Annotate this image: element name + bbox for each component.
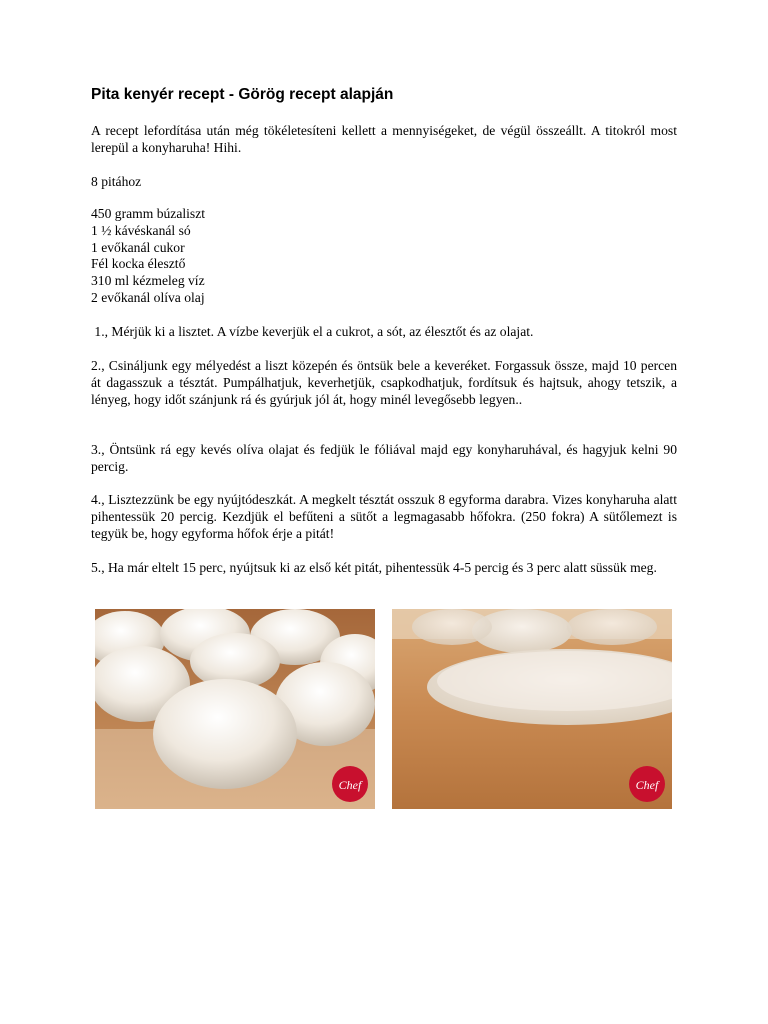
- step-5: 5., Ha már eltelt 15 perc, nyújtsuk ki az első két pitát, pihentessük 4-5 percig és 3 perc alatt süssük meg.: [91, 560, 657, 575]
- ingredient-item: 1 ½ kávéskanál só: [91, 222, 191, 238]
- ingredient-item: 450 gramm búzaliszt: [91, 206, 206, 221]
- intro-paragraph: A recept lefordítása után még tökéletesíteni kellett a mennyiségeket, de végül összeállt. A titokról most lerepül a konyharuha! Hihi.: [91, 123, 677, 155]
- rolled-pita-photo: [392, 609, 672, 809]
- page-title: Pita kenyér recept - Görög recept alapján: [91, 86, 394, 103]
- servings-text: 8 pitához: [91, 174, 142, 189]
- ingredient-item: 310 ml kézmeleg víz: [91, 273, 205, 289]
- ingredient-item: Fél kocka élesztő: [91, 256, 186, 272]
- step-2: 2., Csináljunk egy mélyedést a liszt közepén és öntsük bele a keveréket. Forgassuk össze, majd 10 percen át dagasszuk a tésztát. Pumpálhatjuk, keverhetjük, csapkodhatjuk, fordítsuk és hajtsuk, ahogy tetszik, a lényeg, hogy időt szánjunk rá és gyúrjuk jól át, hogy minél levegősebb legyen..: [91, 358, 677, 407]
- svg-text:Chef: Chef: [338, 778, 362, 792]
- step-4: 4., Lisztezzünk be egy nyújtódeszkát. A megkelt tésztát osszuk 8 egyforma darabra. Vizes konyharuha alatt pihentessük 20 percig. Kezdjük el befűteni a sütőt a legmagasabb hőfokra. (250 fokra) A sütőlemezt is tegyük be, hogy egyforma hőfok érje a pitát!: [91, 492, 677, 541]
- step-3: 3., Öntsünk rá egy kevés olíva olajat és fedjük le fóliával majd egy konyharuhával, és hagyjuk kelni 90 percig.: [91, 442, 677, 474]
- dough-balls-photo: [95, 609, 375, 809]
- ingredient-item: 1 evőkanál cukor: [91, 239, 185, 255]
- step-1: 1., Mérjük ki a lisztet. A vízbe keverjük el a cukrot, a sót, az élesztőt és az olajat.: [91, 324, 534, 339]
- svg-text:Chef: Chef: [635, 778, 659, 792]
- ingredient-item: 2 evőkanál olíva olaj: [91, 289, 205, 305]
- ingredients-list: [91, 206, 677, 307]
